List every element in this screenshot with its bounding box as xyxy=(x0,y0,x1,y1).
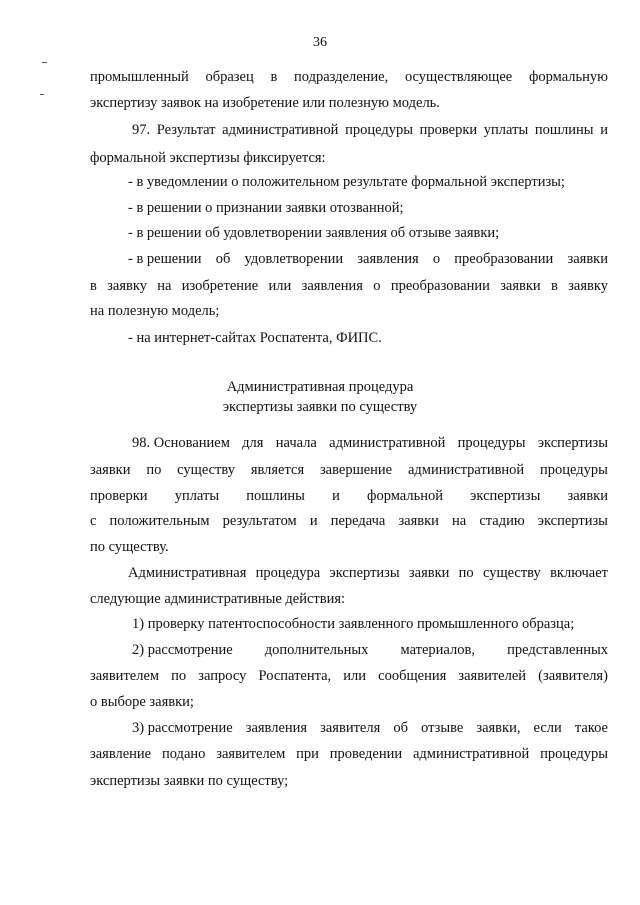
word: - в решении xyxy=(128,251,202,267)
word: сообщения xyxy=(378,668,447,684)
text-line xyxy=(90,745,608,763)
page-number: 36 xyxy=(313,35,327,50)
word: о xyxy=(373,278,381,294)
word: по xyxy=(171,668,187,684)
word: преобразовании xyxy=(390,278,490,294)
word: положительным xyxy=(109,513,210,529)
text-line xyxy=(90,487,608,505)
word: включает xyxy=(550,565,608,581)
word: передача xyxy=(330,513,386,529)
scan-mark xyxy=(40,94,44,95)
word: если xyxy=(533,720,562,736)
word: 3) рассмотрение xyxy=(132,720,233,736)
word: осуществляющее xyxy=(404,69,513,85)
word: заявления xyxy=(245,720,308,736)
list-item: - в решении о признании заявки отозванной; xyxy=(128,200,404,216)
word: существу xyxy=(482,565,541,581)
word: отзыве xyxy=(421,720,464,736)
word: уплаты xyxy=(483,122,529,138)
list-item xyxy=(132,641,608,659)
text-line xyxy=(90,277,608,295)
word: с xyxy=(90,513,97,529)
word: и xyxy=(309,513,318,529)
word: уплаты xyxy=(174,488,220,504)
word: проведении xyxy=(329,746,403,762)
text-line xyxy=(128,564,608,582)
word: процедуры xyxy=(540,462,608,478)
word: заявки xyxy=(90,462,131,478)
word: образец xyxy=(205,69,254,85)
text-line xyxy=(90,68,608,86)
word: проверки xyxy=(90,488,148,504)
word: материалов, xyxy=(400,642,475,658)
word: процедура xyxy=(255,565,321,581)
word: 2) рассмотрение xyxy=(132,642,233,658)
word: экспертизы xyxy=(537,513,608,529)
word: начала xyxy=(275,435,317,451)
word: подано xyxy=(161,746,206,762)
word: по xyxy=(458,565,474,581)
word: проверки xyxy=(419,122,478,138)
word: запросу xyxy=(198,668,247,684)
word: стадию xyxy=(479,513,525,529)
word: пошлины xyxy=(246,488,305,504)
word: заявки xyxy=(500,278,541,294)
word: на xyxy=(452,513,467,529)
text-line: по существу. xyxy=(90,539,169,555)
word: заявителей xyxy=(458,668,527,684)
word: заявителя xyxy=(320,720,381,736)
word: заявителем xyxy=(90,668,160,684)
text-line: формальной экспертизы фиксируется: xyxy=(90,150,326,166)
word: Результат xyxy=(156,122,216,138)
word: заявителем xyxy=(216,746,286,762)
word: экспертизы xyxy=(329,565,400,581)
text-line: экспертизы заявки по существу; xyxy=(90,773,289,789)
word: 97. xyxy=(132,122,151,138)
word: формальной xyxy=(367,488,443,504)
word: процедуры xyxy=(457,435,526,451)
word: процедуры xyxy=(540,746,608,762)
text-line: экспертизу заявок на изобретение или полезную модель. xyxy=(90,95,440,111)
text-line xyxy=(90,512,608,530)
list-item xyxy=(128,250,608,268)
word: заявления xyxy=(357,251,419,267)
word: об xyxy=(393,720,408,736)
word: заявки xyxy=(398,513,439,529)
list-item: - в уведомлении о положительном результате формальной экспертизы; xyxy=(128,174,565,190)
list-item xyxy=(132,719,608,737)
word: административной xyxy=(329,435,446,451)
word: и xyxy=(332,488,340,504)
scan-mark xyxy=(42,62,47,63)
word: или xyxy=(268,278,292,294)
word: или xyxy=(343,668,367,684)
section-heading-line2: экспертизы заявки по существу xyxy=(222,399,418,415)
word: заявки xyxy=(567,488,608,504)
word: удовлетворении xyxy=(244,251,344,267)
word: экспертизы xyxy=(537,435,608,451)
text-line: на полезную модель; xyxy=(90,303,220,319)
list-item: - в решении об удовлетворении заявления об отзыве заявки; xyxy=(128,225,500,241)
word: по xyxy=(146,462,162,478)
word: формальную xyxy=(528,69,608,85)
word: на xyxy=(157,278,172,294)
word: заявление xyxy=(90,746,152,762)
word: в xyxy=(270,69,278,85)
word: преобразовании xyxy=(454,251,554,267)
text-line xyxy=(90,667,608,685)
word: подразделение, xyxy=(294,69,389,85)
word: заявку xyxy=(568,278,608,294)
word: такое xyxy=(574,720,608,736)
word: заявления xyxy=(301,278,363,294)
text-line xyxy=(90,461,608,479)
word: 98. Основанием xyxy=(132,435,230,451)
list-item: 1) проверку патентоспособности заявленного промышленного образца; xyxy=(132,616,575,632)
text-line: следующие административные действия: xyxy=(90,591,346,607)
section-heading-line1: Административная процедура xyxy=(226,379,414,395)
text-line xyxy=(132,434,608,452)
word: и xyxy=(600,122,608,138)
word: административной xyxy=(412,746,530,762)
word: в xyxy=(551,278,558,294)
word: в xyxy=(90,278,97,294)
word: об xyxy=(215,251,231,267)
word: Административная xyxy=(128,565,247,581)
word: результатом xyxy=(222,513,297,529)
word: заявку xyxy=(107,278,147,294)
word: административной xyxy=(222,122,339,138)
word: при xyxy=(296,746,319,762)
word: административной xyxy=(407,462,525,478)
word: процедуры xyxy=(345,122,413,138)
word: экспертизы xyxy=(470,488,541,504)
word: промышленный xyxy=(90,69,189,85)
word: представленных xyxy=(507,642,608,658)
word: заявки, xyxy=(476,720,521,736)
text-line: о выборе заявки; xyxy=(90,694,194,710)
word: завершение xyxy=(319,462,393,478)
word: изобретение xyxy=(181,278,259,294)
word: заявки xyxy=(408,565,450,581)
word: пошлины xyxy=(534,122,594,138)
word: существу xyxy=(177,462,235,478)
word: (заявителя) xyxy=(538,668,608,684)
list-item: - на интернет-сайтах Роспатента, ФИПС. xyxy=(128,330,382,346)
text-line xyxy=(132,121,608,139)
word: для xyxy=(242,435,264,451)
word: заявки xyxy=(567,251,608,267)
word: Роспатента, xyxy=(258,668,332,684)
word: о xyxy=(432,251,441,267)
word: дополнительных xyxy=(264,642,369,658)
word: является xyxy=(250,462,305,478)
